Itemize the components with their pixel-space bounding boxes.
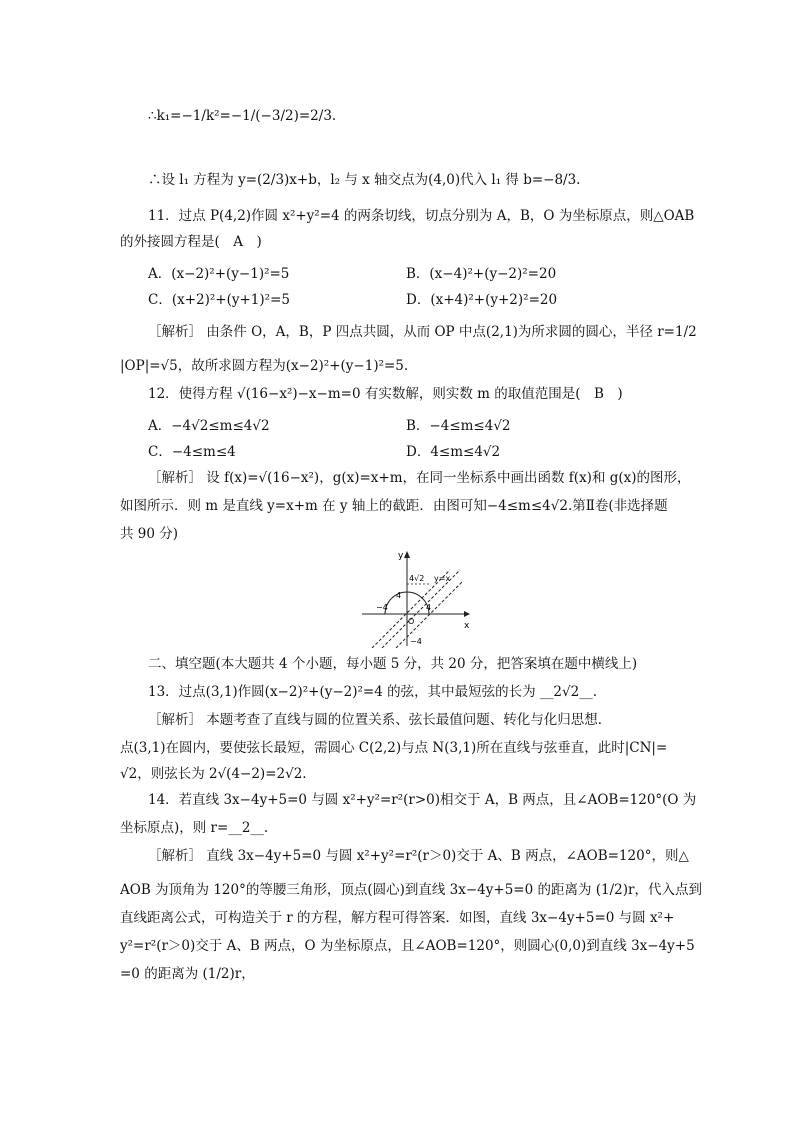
y-axis-label: y xyxy=(398,551,404,561)
label-neg4-x: −4 xyxy=(376,603,388,612)
label-y-eq-x: y=x xyxy=(434,574,451,583)
q11-line1: 11．过点 P(4,2)作圆 x²+y²=4 的两条切线，切点分别为 A，B，O 为坐标原点，则△OAB xyxy=(148,208,695,224)
x-axis-label: x xyxy=(464,621,470,631)
q14-line1: 14．若直线 3x−4y+5=0 与圆 x²+y²=r²(r>0)相交于 A，B 两点，且∠AOB=120°(O 为 xyxy=(148,792,697,808)
x-axis-arrow xyxy=(464,611,470,617)
q11-option-d: D．(x+4)²+(y+2)²=20 xyxy=(406,292,558,308)
q12-option-a: A．−4√2≤m≤4√2 xyxy=(148,418,270,434)
section2-heading: 二、填空题(本大题共 4 个小题，每小题 5 分，共 20 分，把答案填在题中横线上) xyxy=(148,656,638,672)
graph-figure xyxy=(352,548,472,648)
q11-line2: 的外接圆方程是( A ) xyxy=(120,234,262,250)
s14-line5: =0 的距离为 (1/2)r， xyxy=(120,966,255,982)
s11-line2: |OP|=√5，故所求圆方程为(x−2)²+(y−1)²=5. xyxy=(120,358,409,374)
s13-line1: ［解析］ 本题考查了直线与圆的位置关系、弦长最值问题、转化与化归思想． xyxy=(148,712,612,728)
label-origin: O xyxy=(408,617,415,626)
q13-line: 13．过点(3,1)作圆(x−2)²+(y−2)²=4 的弦，其中最短弦的长为 __2√2__. xyxy=(148,684,597,700)
q14-line2: 坐标原点)，则 r=__2__. xyxy=(120,820,269,836)
s14-line4: y²=r²(r＞0)交于 A、B 两点，O 为坐标原点，且∠AOB=120°，则圆心(0,0)到直线 3x−4y+5 xyxy=(120,938,695,954)
q11-option-b: B．(x−4)²+(y−2)²=20 xyxy=(406,266,557,282)
s11-line1: ［解析］ 由条件 O，A，B，P 四点共圆，从而 OP 中点(2,1)为所求圆的圆心，半径 r=1/2 xyxy=(148,324,697,340)
s14-line3: 直线距离公式，可构造关于 r 的方程，解方程可得答案．如图，直线 3x−4y+5=0 与圆 x²+ xyxy=(120,910,675,926)
label-4-y: 4 xyxy=(396,591,402,600)
q12-option-c: C．−4≤m≤4 xyxy=(148,444,236,460)
q12-line: 12．使得方程 √(16−x²)−x−m=0 有实数解，则实数 m 的取值范围是( B ) xyxy=(148,386,623,402)
line-k1: ∴k₁=−1/k²=−1/(−3/2)=2/3. xyxy=(148,108,337,124)
label-neg4-y: −4 xyxy=(410,637,422,646)
s12-line1: ［解析］ 设 f(x)=√(16−x²)，g(x)=x+m，在同一坐标系中画出函数 f(x)和 g(x)的图形， xyxy=(148,470,691,486)
s12-line3: 共 90 分) xyxy=(120,526,179,542)
label-4-x: 4 xyxy=(426,603,432,612)
q12-option-d: D．4≤m≤4√2 xyxy=(406,444,501,460)
y-axis-arrow xyxy=(404,551,410,558)
q12-option-b: B．−4≤m≤4√2 xyxy=(406,418,511,434)
s13-line2: 点(3,1)在圆内，要使弦长最短，需圆心 C(2,2)与点 N(3,1)所在直线与弦垂直，此时|CN|= xyxy=(120,740,668,756)
q11-option-a: A．(x−2)²+(y−1)²=5 xyxy=(148,266,290,282)
s12-line2: 如图所示．则 m 是直线 y=x+m 在 y 轴上的截距．由图可知−4≤m≤4√2.第Ⅱ卷(非选择题 xyxy=(120,498,668,514)
label-4sqrt2: 4√2 xyxy=(409,574,425,583)
q11-option-c: C．(x+2)²+(y+1)²=5 xyxy=(148,292,290,308)
s14-line1: ［解析］ 直线 3x−4y+5=0 与圆 x²+y²=r²(r＞0)交于 A、B 两点，∠AOB=120°，则△ xyxy=(148,848,689,864)
s13-line3: √2，则弦长为 2√(4−2)=2√2. xyxy=(120,766,307,782)
line-l1: ∴设 l₁ 方程为 y=(2/3)x+b，l₂ 与 x 轴交点为(4,0)代入 l₁ 得 b=−8/3. xyxy=(148,172,581,188)
s14-line2: AOB 为顶角为 120°的等腰三角形，顶点(圆心)到直线 3x−4y+5=0 的距离为 (1/2)r，代入点到 xyxy=(120,882,702,898)
